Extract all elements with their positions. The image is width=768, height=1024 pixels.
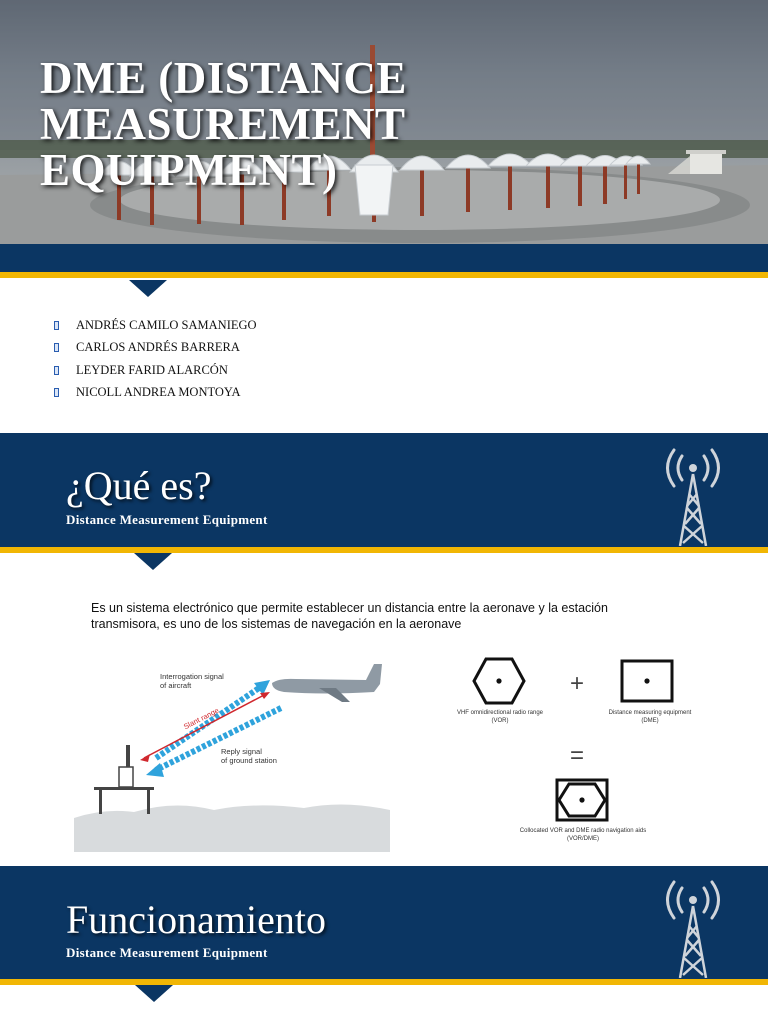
radio-tower-icon [652,446,734,546]
reply-label: Reply signal of ground station [221,747,277,765]
plus-sign: + [570,670,585,697]
vor-symbol [472,657,526,705]
author-item [50,337,257,360]
band-notch [134,553,172,570]
dme-symbol [620,659,674,703]
vordme-caption: Collocated VOR and DME radio navigation aids (VOR/DME) [519,828,647,842]
aircraft-icon [272,664,382,702]
radio-tower-icon [652,878,734,978]
author-item [50,382,257,405]
bullet-icon [54,388,59,397]
bullet-icon [54,366,59,375]
author-name: CARLOS ANDRÉS BARRERA [76,340,240,355]
section-subtitle: Distance Measurement Equipment [66,945,268,960]
vor-caption: VHF omnidirectional radio range (VOR) [456,710,544,724]
author-item [50,359,257,382]
interrogation-label: Interrogation signal of aircraft [160,672,224,690]
section-title: Funcionamiento [66,897,326,942]
vordme-symbol [555,778,609,822]
author-name: LEYDER FARID ALARCÓN [76,362,228,377]
bullet-icon [54,321,59,330]
slant-range-label: Slant range [182,705,221,732]
section-title: ¿Qué es? [66,463,212,508]
band-notch [135,985,173,1002]
bullet-icon [54,343,59,352]
author-name: NICOLL ANDREA MONTOYA [76,385,241,400]
equals-sign: = [570,742,585,769]
presentation-title: DME (DISTANCE MEASUREMENT EQUIPMENT) [40,53,407,195]
title-slide-photo [0,0,768,244]
band-notch [129,280,167,297]
title-band [0,244,768,272]
author-name: ANDRÉS CAMILO SAMANIEGO [76,317,257,332]
gold-stripe [0,547,768,553]
gold-stripe [0,979,768,985]
author-item [50,314,257,337]
dme-illustration [74,650,394,855]
section-subtitle: Distance Measurement Equipment [66,512,268,527]
gold-stripe [0,272,768,278]
dme-caption: Distance measuring equipment (DME) [608,710,692,724]
author-list [50,314,257,404]
definition-paragraph: Es un sistema electrónico que permite establecer un distancia entre la aeronave y la estación transmisora, es uno de los sistemas de navegación en la aeronave [91,601,608,631]
